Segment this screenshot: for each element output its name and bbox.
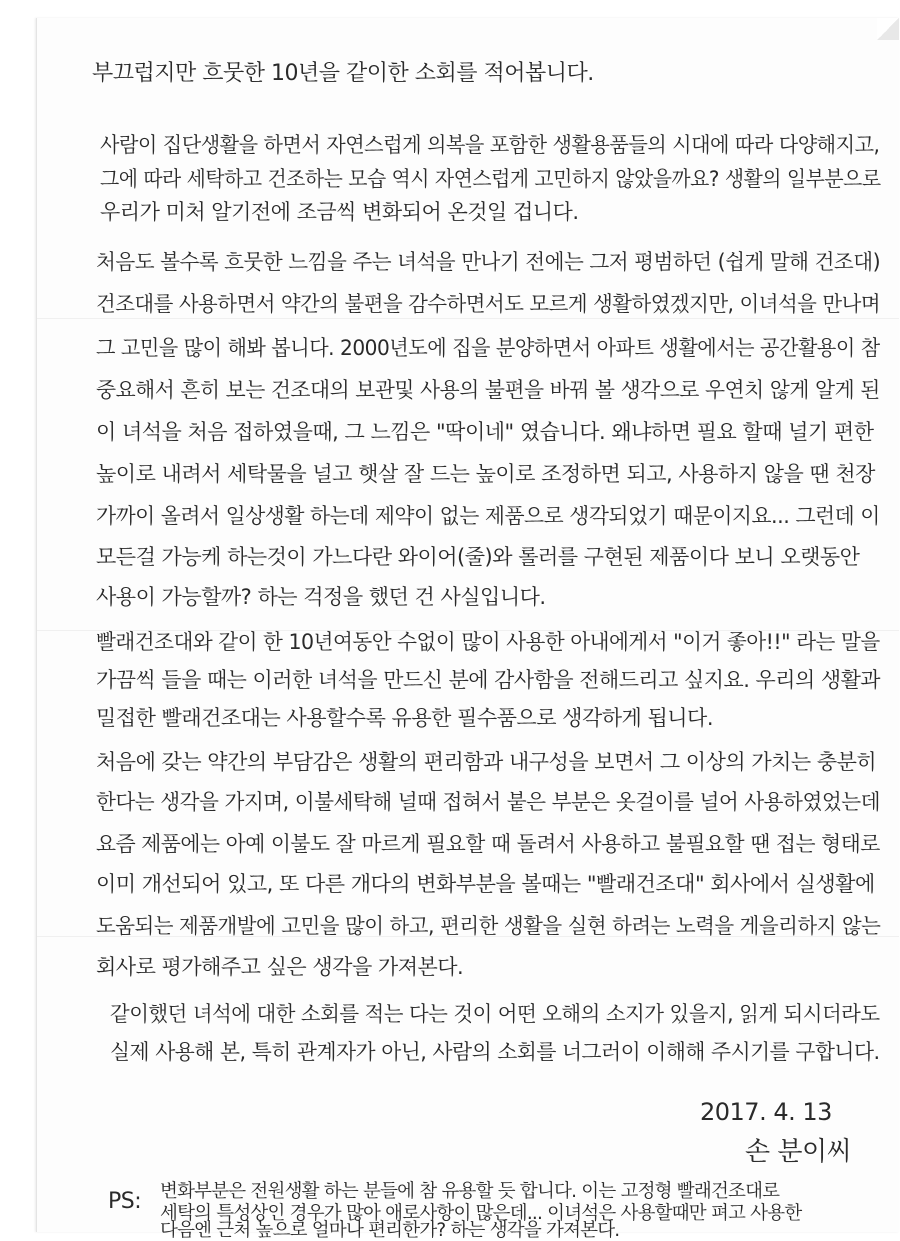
handwritten-line: 회사로 평가해주고 싶은 생각을 가져본다. [96,955,464,979]
handwritten-line: 이미 개선되어 있고, 또 다른 개다의 변화부분을 볼때는 "빨래건조대" 회사에서 실생활에 [96,872,875,896]
handwritten-line: 실제 사용해 본, 특히 관계자가 아닌, 사람의 소회를 너그러이 이해해 주시기를 구합니다. [110,1040,880,1064]
handwritten-line: 처음에 갖는 약간의 부담감은 생활의 편리함과 내구성을 보면서 그 이상의 가치는 충분히 [96,750,877,774]
handwritten-line: 가까이 올려서 일상생활 하는데 제약이 없는 제품으로 생각되었기 때문이지요... 그런데 이 [96,504,880,528]
paper-corner [877,18,899,40]
handwritten-line: 같이했던 녀석에 대한 소회를 적는 다는 것이 어떤 오해의 소지가 있을지, 읽게 되시더라도 [110,1002,880,1026]
handwritten-line: 빨래건조대와 같이 한 10년여동안 수없이 많이 사용한 아내에게서 "이거 좋아!!" 라는 말을 [96,630,880,654]
handwritten-line: 모든걸 가능케 하는것이 가느다란 와이어(줄)와 롤러를 구현된 제품이다 보니 오랫동안 [96,545,860,569]
handwritten-line: 밀접한 빨래건조대는 사용할수록 유용한 필수품으로 생각하게 됩니다. [96,706,714,730]
handwritten-line: 사용이 가능할까? 하는 걱정을 했던 건 사실입니다. [96,585,546,609]
handwritten-line: 그에 따라 세탁하고 건조하는 모습 역시 자연스럽게 고민하지 않았을까요? 생활의 일부분으로 [100,167,881,191]
handwritten-line: 이 녀석을 처음 접하였을때, 그 느낌은 "딱이네" 였습니다. 왜냐하면 필요 할때 널기 편한 [96,420,874,444]
ps-line: 변화부분은 전원생활 하는 분들에 참 유용할 듯 합니다. 이는 고정형 빨래건조대로 [160,1181,780,1202]
handwritten-line: 처음도 볼수록 흐뭇한 느낌을 주는 녀석을 만나기 전에는 그저 평범하던 (쉽게 말해 건조대) [96,250,881,274]
letter-signature: 손 분이씨 [745,1137,852,1167]
handwritten-line: 도움되는 제품개발에 고민을 많이 하고, 편리한 생활을 실현 하려는 노력을 게을리하지 않는 [96,914,881,938]
handwritten-line: 우리가 미처 알기전에 조금씩 변화되어 온것일 겁니다. [100,200,579,224]
letter-greeting: 부끄럽지만 흐뭇한 10년을 같이한 소회를 적어봅니다. [92,61,594,86]
ps-label: PS: [108,1189,142,1214]
ps-line: 다음엔 근처 높으로 얼마나 편리한가? 하는 생각을 가져본다. [160,1220,620,1241]
handwritten-line: 사람이 집단생활을 하면서 자연스럽게 의복을 포함한 생활용품들의 시대에 따라 다양해지고, [100,133,880,157]
handwritten-line: 요즘 제품에는 아예 이불도 잘 마르게 필요할 때 돌려서 사용하고 불필요할 땐 접는 형태로 [96,832,880,856]
handwritten-line: 가끔씩 들을 때는 이러한 녀석을 만드신 분에 감사함을 전해드리고 싶지요. 우리의 생활과 [96,668,881,692]
ps-line: 세탁의 특성상인 경우가 많아 애로사항이 많은데... 이녀석은 사용할때만 펴고 사용한 [160,1203,802,1224]
letter-date: 2017. 4. 13 [700,1098,832,1126]
handwritten-line: 그 고민을 많이 해봐 봅니다. 2000년도에 집을 분양하면서 아파트 생활에서는 공간활용이 참 [96,336,880,360]
paper-fold-line [37,318,899,319]
handwritten-line: 중요해서 흔히 보는 건조대의 보관및 사용의 불편을 바꿔 볼 생각으로 우연치 않게 알게 된 [96,378,880,402]
handwritten-line: 한다는 생각을 가지며, 이불세탁해 널때 접혀서 붙은 부분은 옷걸이를 널어 사용하였었는데 [96,790,881,814]
handwritten-line: 건조대를 사용하면서 약간의 불편을 감수하면서도 모르게 생활하였겠지만, 이녀석을 만나며 [96,292,881,316]
handwritten-line: 높이로 내려서 세탁물을 널고 햇살 잘 드는 높이로 조정하면 되고, 사용하지 않을 땐 천장 [96,462,875,486]
